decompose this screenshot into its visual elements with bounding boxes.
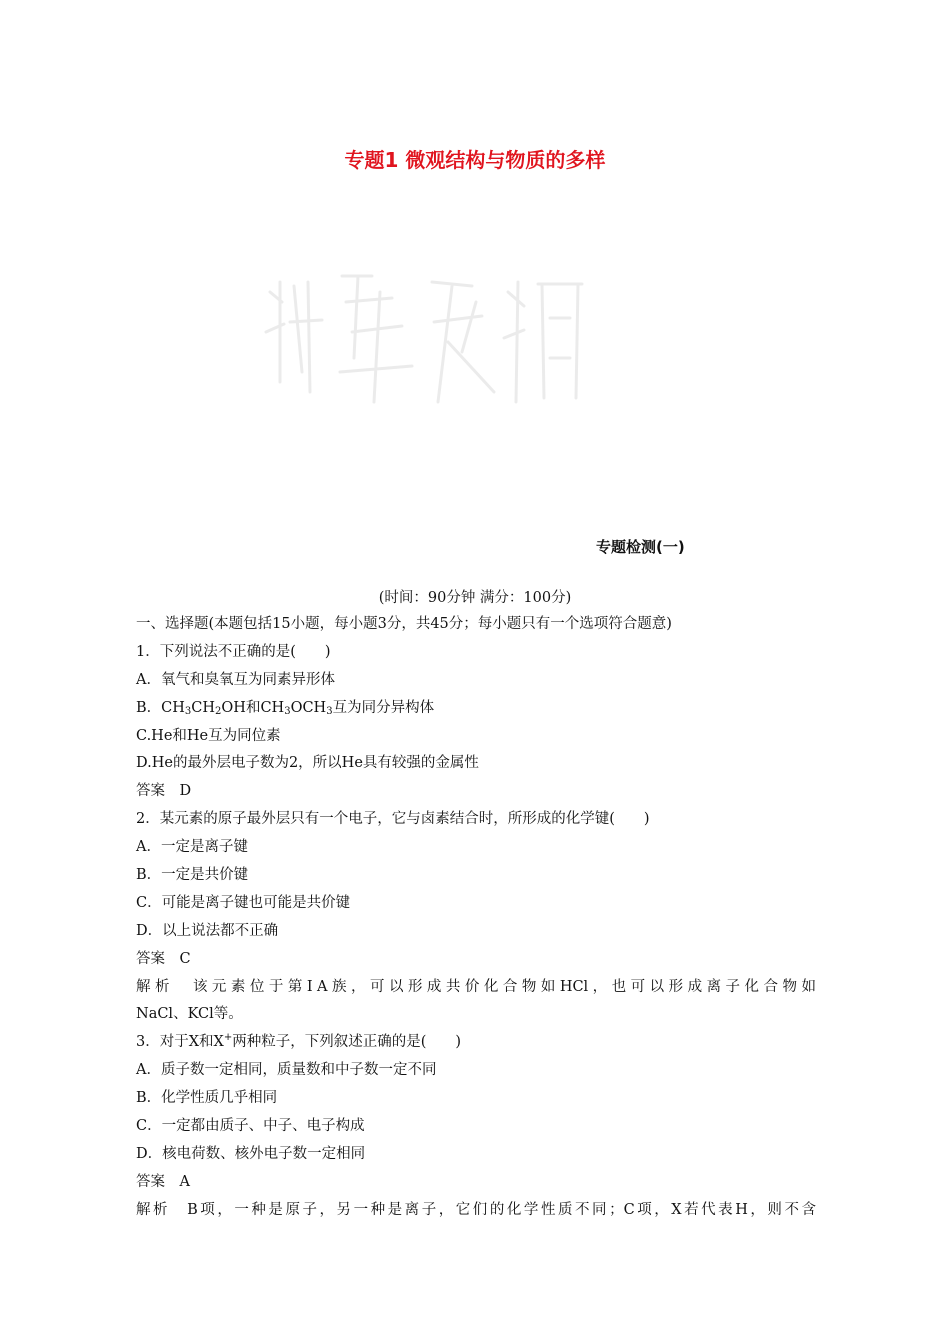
q1-option-a: A．氧气和臭氧互为同素异形体 [136, 671, 335, 688]
q2-analysis-line2: NaCl、KCl等。 [136, 1006, 243, 1023]
watermark-image [262, 262, 592, 422]
q2-option-a: A．一定是离子键 [136, 839, 248, 856]
document-title: 专题1 微观结构与物质的多样 [344, 148, 606, 172]
q3-option-d: D．核电荷数、核外电子数一定相同 [136, 1145, 366, 1162]
q3-option-a: A．质子数一定相同，质量数和中子数一定不同 [136, 1062, 437, 1079]
q1-option-d: D.He的最外层电子数为2，所以He具有较强的金属性 [136, 755, 479, 772]
q3-answer: 答案 A [136, 1173, 190, 1190]
q2-option-c: C．可能是离子键也可能是共价键 [136, 894, 351, 911]
q3-analysis: 解析 B项，一种是原子，另一种是离子，它们的化学性质不同；C项，X若代表H，则不含 [136, 1201, 816, 1218]
section-subtitle: 专题检测(一) [596, 538, 685, 556]
q2-option-d: D．以上说法都不正确 [136, 922, 279, 939]
q2-option-b: B．一定是共价键 [136, 867, 249, 884]
q1-option-b: B．$CH_3CH_2OH$和$CH_3OCH_3$互为同分异构体 [136, 699, 435, 717]
document-body [136, 611, 816, 1225]
q2-stem: 2．某元素的原子最外层只有一个电子，它与卤素结合时，所形成的化学键( ) [136, 811, 650, 828]
q3-stem: 3．对于X和X+两种粒子，下列叙述正确的是( ) [136, 1032, 462, 1051]
section-heading: 一、选择题(本题包括15小题，每小题3分，共45分；每小题只有一个选项符合题意) [136, 616, 672, 632]
exam-meta: (时间：90分钟 满分：100分) [378, 590, 572, 606]
q3-option-b: B．化学性质几乎相同 [136, 1090, 278, 1107]
q1-stem: 1．下列说法不正确的是( ) [136, 643, 331, 660]
q2-answer: 答案 C [136, 950, 191, 967]
q2-analysis-line1: 解析 该元素位于第ⅠA族，可以形成共价化合物如HCl，也可以形成离子化合物如 [136, 978, 816, 995]
q3-option-c: C．一定都由质子、中子、电子构成 [136, 1118, 365, 1135]
q1-answer: 答案 D [136, 783, 192, 800]
q1-option-c: C.He和He互为同位素 [136, 727, 281, 744]
